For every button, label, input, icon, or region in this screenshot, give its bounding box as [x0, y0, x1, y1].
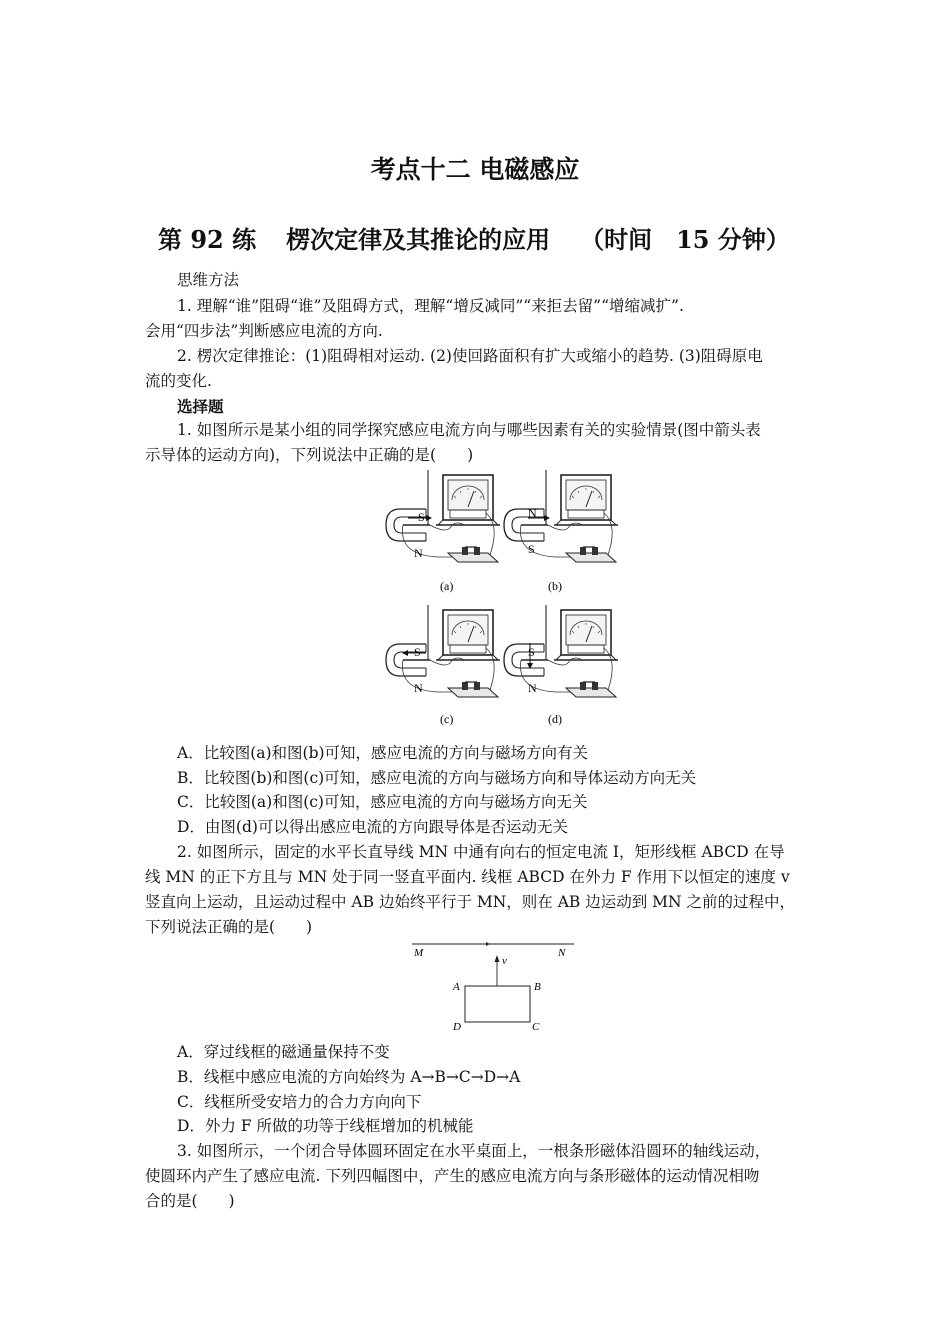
q2-line-3: 竖直向上运动，且运动过程中 AB 边始终平行于 MN，则在 AB 边运动到 MN 之前的过程中，: [145, 893, 796, 911]
q1-line-2: 示导体的运动方向)，下列说法中正确的是( ): [145, 446, 474, 464]
method-1-line-2: 会用“四步法”判断感应电流的方向.: [145, 322, 383, 340]
panel-d-label: (d): [548, 712, 562, 726]
section-heading: 选择题: [177, 397, 224, 416]
q2-option-a: A．穿过线框的磁通量保持不变: [177, 1043, 390, 1061]
panel-b-label: (b): [548, 579, 562, 593]
panel-b-arrow-head: [544, 515, 550, 521]
panel-c-arrow-head: [402, 650, 408, 656]
method-1-line-1: 1. 理解“谁”阻碍“谁”及阻碍方式，理解“增反减同”“来拒去留”“增缩减扩”.: [177, 297, 684, 315]
q1-option-a: A．比较图(a)和图(b)可知，感应电流的方向与磁场方向有关: [177, 744, 589, 762]
q1-figure: [378, 465, 618, 735]
q2-line-4: 下列说法正确的是( ): [145, 918, 313, 936]
label-m: M: [414, 947, 424, 959]
panel-d-top-pole: S: [528, 645, 535, 659]
exercise-time: （时间 15 分钟）: [580, 225, 790, 254]
q3-line-2: 使圆环内产生了感应电流. 下列四幅图中，产生的感应电流方向与条形磁体的运动情况相吻: [145, 1167, 760, 1185]
panel-a-top-pole: S: [418, 510, 425, 524]
q1-option-b: B．比较图(b)和图(c)可知，感应电流的方向与磁场方向和导体运动方向无关: [177, 769, 697, 787]
label-a: A: [453, 981, 460, 993]
label-c: C: [532, 1021, 540, 1033]
label-n: N: [558, 947, 566, 959]
panel-a-bottom-pole: N: [414, 546, 423, 560]
q3-line-1: 3. 如图所示，一个闭合导体圆环固定在水平桌面上，一根条形磁体沿圆环的轴线运动，: [177, 1142, 771, 1160]
q3-line-3: 合的是( ): [145, 1192, 235, 1210]
panel-a-label: (a): [440, 579, 454, 593]
velocity-arrow-head: [495, 955, 500, 962]
label-b: B: [534, 981, 541, 993]
panel-b-bottom-pole: S: [528, 542, 535, 556]
q1-line-1: 1. 如图所示是某小组的同学探究感应电流方向与哪些因素有关的实验情景(图中箭头表: [177, 421, 761, 439]
q2-option-c: C．线框所受安培力的合力方向向下: [177, 1093, 422, 1111]
current-arrow: [486, 942, 490, 946]
q2-option-d: D．外力 F 所做的功等于线框增加的机械能: [177, 1117, 474, 1135]
panel-c-top-pole: S: [414, 645, 421, 659]
panel-d-bottom-pole: N: [528, 681, 537, 695]
q2-figure: [408, 938, 578, 1034]
q1-option-d: D．由图(d)可以得出感应电流的方向跟导体是否运动无关: [177, 818, 568, 836]
methods-heading: 思维方法: [177, 271, 240, 289]
q2-option-b: B．线框中感应电流的方向始终为 A→B→C→D→A: [177, 1068, 521, 1086]
exercise-title: [158, 220, 790, 255]
panel-c-label: (c): [440, 712, 454, 726]
method-2-line-1: 2. 楞次定律推论：(1)阻碍相对运动. (2)使回路面积有扩大或缩小的趋势. (3)阻碍原电: [177, 347, 763, 365]
exercise-number: 第 92 练: [158, 225, 257, 254]
q2-line-2: 线 MN 的正下方且与 MN 处于同一竖直平面内. 线框 ABCD 在外力 F 作用下以恒定的速度 v: [145, 868, 790, 886]
method-2-line-2: 流的变化.: [145, 372, 212, 390]
chapter-title: 考点十二 电磁感应: [370, 155, 580, 184]
panel-c-bottom-pole: N: [414, 681, 423, 695]
q2-line-1: 2. 如图所示，固定的水平长直导线 MN 中通有向右的恒定电流 I，矩形线框 ABCD 在导: [177, 843, 785, 861]
panel-a-arrow-head: [426, 515, 432, 521]
q1-option-c: C．比较图(a)和图(c)可知，感应电流的方向与磁场方向无关: [177, 793, 588, 811]
exercise-topic: 楞次定律及其推论的应用: [286, 225, 551, 254]
label-v: v: [502, 955, 507, 967]
loop-abcd: [465, 986, 530, 1022]
panel-b-top-pole: N: [528, 506, 537, 520]
label-d: D: [453, 1021, 461, 1033]
